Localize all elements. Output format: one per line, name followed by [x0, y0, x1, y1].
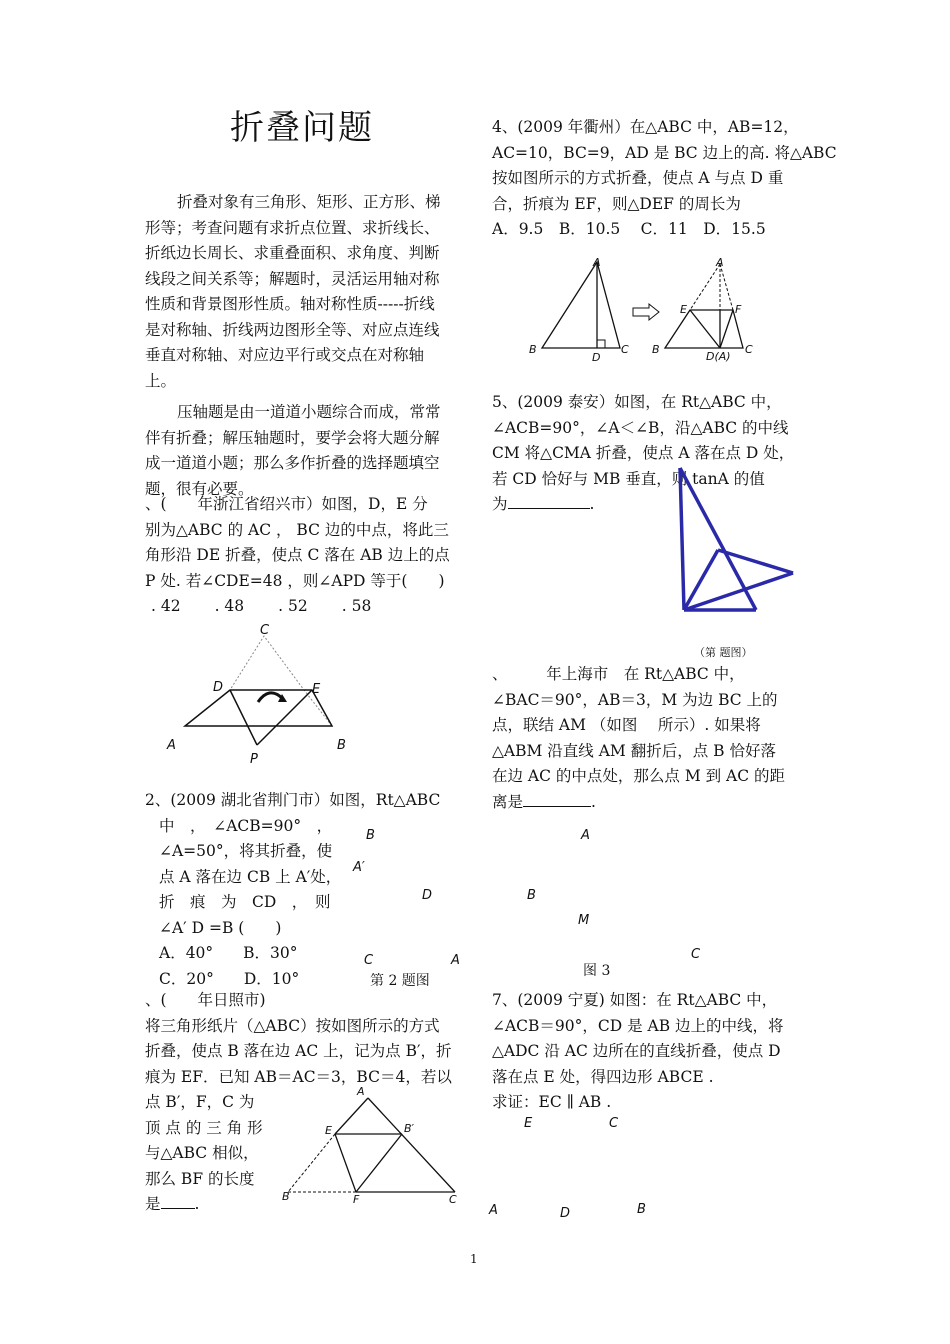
text-line: 中 ， ∠ACB=90° ， — [159, 816, 333, 835]
text-line: ∠ACB=90°，∠A＜∠B，沿△ABC 的中线 — [492, 418, 789, 437]
point-label: C — [364, 953, 374, 968]
text-line: 点 B′，F，C 为 — [145, 1093, 255, 1111]
text-line: 题，很有必要。 — [145, 479, 254, 498]
point-label: A — [593, 256, 601, 269]
point-label: A — [489, 1203, 498, 1218]
point-label: B — [282, 1190, 290, 1203]
text-line: 落在点 E 处，得四边形 ABCE . — [492, 1067, 714, 1086]
figure-caption: （第 题图） — [694, 646, 753, 659]
text-line: △ABM 沿直线 AM 翻折后，点 B 恰好落 — [492, 741, 776, 760]
point-label: D(A) — [706, 350, 731, 363]
text-line: 、( 年浙江省绍兴市）如图，D，E 分 — [145, 495, 428, 513]
text-line: 将三角形纸片（△ABC）按如图所示的方式 — [145, 1016, 440, 1035]
text-line: 7、(2009 宁夏) 如图：在 Rt△ABC 中， — [492, 991, 778, 1009]
text: 离是 — [492, 792, 524, 811]
answer-blank — [508, 494, 590, 509]
point-label: E — [325, 1124, 332, 1137]
answer-blank — [161, 1194, 195, 1209]
point-label: D — [213, 680, 224, 695]
point-label: A′ — [353, 860, 365, 875]
question-2 — [145, 788, 465, 992]
point-label: B′ — [404, 1122, 415, 1135]
text-line: 折纸边长周长、求重叠面积、求角度、判断 — [145, 244, 440, 262]
point-label: C — [745, 343, 753, 356]
text-line: ∠BAC＝90°，AB＝3，M 为边 BC 上的 — [492, 690, 778, 709]
point-label: D — [560, 1206, 571, 1221]
text-line: AC=10，BC=9，AD 是 BC 边上的高. 将△ABC — [492, 143, 837, 162]
option: . 52 — [278, 597, 308, 615]
point-label: F — [353, 1193, 360, 1206]
text-line: 别为△ABC 的 AC ， BC 边的中点，将此三 — [145, 520, 449, 539]
point-label: D — [592, 351, 601, 364]
point-label: F — [735, 303, 742, 316]
text-line: CM 将△CMA 折叠，使点 A 落在点 D 处， — [492, 444, 795, 462]
text-line: 那么 BF 的长度 — [145, 1169, 255, 1188]
text-line: 是对称轴、折线两边图形全等、对应点连线 — [145, 320, 440, 339]
option: A．40° — [159, 944, 214, 962]
point-label: C — [260, 623, 270, 638]
text-line: 成一道道小题；那么多作折叠的选择题填空 — [145, 454, 440, 472]
point-label: A — [716, 256, 724, 269]
page-title: 折叠问题 — [230, 108, 374, 148]
text-line: 4、(2009 年衢州）在△ABC 中，AB=12， — [492, 118, 799, 136]
point-label: B — [366, 828, 375, 843]
question-6 — [492, 662, 812, 815]
options-line: A．9.5 B．10.5 C．11 D．15.5 — [492, 220, 766, 238]
options-row — [159, 941, 339, 967]
intro-paragraph-2 — [145, 400, 463, 502]
page-number: 1 — [470, 1252, 478, 1266]
option: . 48 — [214, 597, 245, 615]
text-line: 线段之间关系等；解题时，灵活运用轴对称 — [145, 269, 440, 288]
point-label: B — [529, 343, 537, 356]
text-line: 离是 . — [492, 792, 596, 811]
text-line: 角形沿 DE 折叠，使点 C 落在 AB 边上的点 — [145, 546, 450, 564]
text-line: 伴有折叠；解压轴题时，要学会将大题分解 — [145, 428, 440, 447]
text-line: 形等；考查问题有求折点位置、求折线长、 — [145, 218, 440, 237]
point-label: M — [578, 913, 590, 928]
option: C．20° — [159, 969, 214, 988]
point-label: E — [680, 303, 687, 316]
text-line: △ADC 沿 AC 边所在的直线折叠，使点 D — [492, 1042, 781, 1060]
text-line: 、( 年日照市) — [145, 991, 266, 1009]
text-line: P 处. 若∠CDE=48 ，则∠APD 等于( ) — [145, 571, 445, 590]
point-label: C — [609, 1116, 619, 1131]
q5-figure — [670, 460, 800, 620]
text: 为 — [492, 495, 508, 513]
text-line: 按如图所示的方式折叠，使点 A 与点 D 重 — [492, 169, 784, 187]
point-label: C — [691, 947, 701, 962]
text-line: 与△ABC 相似， — [145, 1144, 259, 1162]
point-label: D — [422, 888, 433, 903]
option: D．10° — [243, 969, 300, 988]
text-line: ∠A′ D =B ( ) — [159, 918, 282, 937]
text-line: 性质和背景图形性质。轴对称性质-----折线 — [145, 295, 435, 313]
text-line: 合，折痕为 EF，则△DEF 的周长为 — [492, 194, 741, 213]
intro-section — [145, 190, 463, 502]
question-7 — [492, 988, 817, 1116]
text-line: 、 年上海市 在 Rt△ABC 中， — [492, 665, 745, 683]
text-line: 点，联结 AM （如图 所示）. 如果将 — [492, 716, 761, 734]
point-label: B — [337, 738, 346, 753]
text-line: 是 . — [145, 1195, 200, 1213]
point-label: A — [451, 953, 460, 968]
q1-figure — [160, 620, 360, 770]
text-line: 为 . — [492, 495, 595, 513]
answer-blank — [523, 792, 591, 807]
text-line: 折叠对象有三角形、矩形、正方形、梯 — [177, 193, 441, 211]
option: B．30° — [243, 944, 298, 962]
options-row — [145, 594, 465, 620]
figure-caption: 第 2 题图 — [370, 973, 430, 989]
point-label: E — [524, 1116, 533, 1131]
option: . 58 — [341, 597, 372, 615]
text: 是 — [145, 1195, 161, 1213]
point-label: B — [527, 888, 536, 903]
point-label: C — [621, 343, 629, 356]
question-4 — [492, 115, 837, 243]
point-label: E — [312, 682, 321, 697]
intro-paragraph-1 — [145, 190, 463, 394]
point-label: B — [637, 1202, 646, 1217]
point-label: P — [250, 752, 258, 767]
proof-statement: 求证：EC ∥ AB . — [492, 1093, 612, 1111]
text-line: 在边 AC 的中点处，那么点 M 到 AC 的距 — [492, 767, 786, 785]
text-line: 垂直对称轴、对应边平行或交点在对称轴 — [145, 346, 425, 364]
text-line: 上。 — [145, 371, 177, 390]
text-line: 若 CD 恰好与 MB 垂直，则 tanA 的值 — [492, 469, 765, 488]
text-line: 压轴题是由一道道小题综合而成，常常 — [177, 403, 441, 421]
text-line: 点 A 落在边 CB 上 A′处， — [159, 867, 342, 886]
text-line: 痕为 EF．已知 AB＝AC＝3，BC＝4，若以 — [145, 1067, 452, 1086]
question-1 — [145, 492, 465, 620]
point-label: A — [581, 828, 590, 843]
text-line: 折 痕 为 CD ， 则 — [159, 893, 331, 911]
figure-caption: 图 3 — [583, 963, 611, 979]
point-label: A — [167, 738, 176, 753]
text-line: ∠ACB＝90°，CD 是 AB 边上的中线，将 — [492, 1016, 784, 1035]
text-line: 顶 点 的 三 角 形 — [145, 1118, 263, 1137]
text-line: 5、(2009 泰安）如图，在 Rt△ABC 中， — [492, 393, 782, 411]
q3-figure — [280, 1090, 460, 1210]
point-label: A — [357, 1085, 365, 1098]
option: . 42 — [151, 597, 181, 615]
text-line: 折叠，使点 B 落在边 AC 上，记为点 B′，折 — [145, 1042, 452, 1060]
text-line: 2、(2009 湖北省荆门市）如图，Rt△ABC — [145, 791, 441, 809]
point-label: B — [652, 343, 660, 356]
point-label: C — [449, 1193, 457, 1206]
text-line: ∠A=50°，将其折叠，使 — [159, 842, 333, 860]
